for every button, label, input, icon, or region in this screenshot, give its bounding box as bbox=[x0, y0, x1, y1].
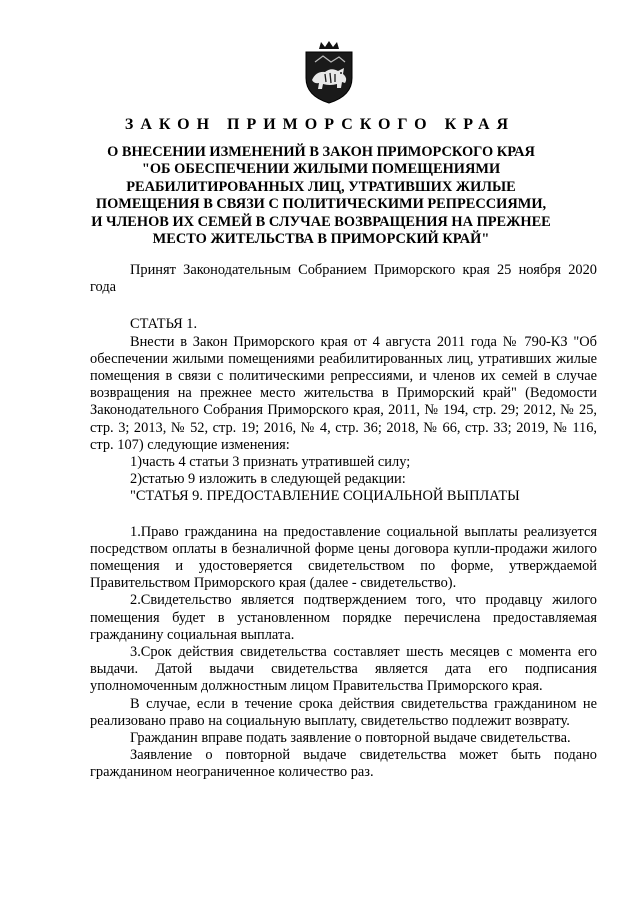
heading-line: РЕАБИЛИТИРОВАННЫХ ЛИЦ, УТРАТИВШИХ ЖИЛЫЕ bbox=[126, 178, 516, 195]
law-title: ЗАКОН ПРИМОРСКОГО КРАЯ bbox=[124, 116, 516, 133]
law-body bbox=[90, 262, 597, 782]
heading-line: ПОМЕЩЕНИЯ В СВЯЗИ С ПОЛИТИЧЕСКИМИ РЕПРЕССИЯМИ, bbox=[95, 196, 547, 213]
coat-of-arms-emblem bbox=[301, 40, 357, 104]
law-heading bbox=[40, 144, 602, 248]
paragraph-1: 1.Право гражданина на предоставление социальной выплаты реализуется посредством оплаты в безналичной форме цены договора купли-продажи жилого помещения и удостоверяется свидетельством по форме, утверждаемой Правительством Приморского края (далее - свидетельство). bbox=[90, 523, 597, 592]
article9-heading: "СТАТЬЯ 9. ПРЕДОСТАВЛЕНИЕ СОЦИАЛЬНОЙ ВЫПЛАТЫ bbox=[130, 488, 520, 505]
change-item-1: 1)часть 4 статьи 3 признать утратившей силу; bbox=[130, 454, 411, 471]
article1-intro: Внести в Закон Приморского края от 4 августа 2011 года № 790-КЗ "Об обеспечении жилыми помещениями реабилитированных лиц, утративших жилые помещения в связи с политическими репрессиями, и членов их семей в случае возвращения на прежнее место жительства в Приморский край" (Ведомости Законодательного Собрания Приморского края, 2011, № 194, стр. 29; 2012, № 25, стр. 3; 2013, № 52, стр. 19; 2016, № 4, стр. 36; 2018, № 66, стр. 33; 2019, № 116, стр. 107) следующие изменения: bbox=[90, 333, 597, 453]
heading-line: МЕСТО ЖИТЕЛЬСТВА В ПРИМОРСКИЙ КРАЙ" bbox=[152, 231, 490, 248]
paragraph-2: 2.Свидетельство является подтверждением того, что продавцу жилого помещения будет в установленном порядке перечислена предоставляемая гражданину социальная выплата. bbox=[90, 592, 597, 643]
paragraph-4: В случае, если в течение срока действия свидетельства гражданином не реализовано право на социальную выплату, свидетельство подлежит возврату. bbox=[90, 695, 597, 729]
change-item-2: 2)статью 9 изложить в следующей редакции: bbox=[130, 471, 406, 488]
heading-line: И ЧЛЕНОВ ИХ СЕМЕЙ В СЛУЧАЕ ВОЗВРАЩЕНИЯ НА ПРЕЖНЕЕ bbox=[91, 213, 551, 230]
article1-heading: СТАТЬЯ 1. bbox=[130, 316, 198, 333]
heading-line: "ОБ ОБЕСПЕЧЕНИИ ЖИЛЫМИ ПОМЕЩЕНИЯМИ bbox=[141, 161, 501, 178]
paragraph-6: Заявление о повторной выдаче свидетельства может быть подано гражданином неограниченное количество раз. bbox=[90, 747, 597, 781]
paragraph-5: Гражданин вправе подать заявление о повторной выдаче свидетельства. bbox=[130, 730, 571, 747]
heading-line: О ВНЕСЕНИИ ИЗМЕНЕНИЙ В ЗАКОН ПРИМОРСКОГО КРАЯ bbox=[107, 144, 535, 160]
adoption-note: Принят Законодательным Собранием Приморского края 25 ноября 2020 года bbox=[90, 262, 597, 296]
paragraph-3: 3.Срок действия свидетельства составляет шесть месяцев с момента его выдачи. Датой выдачи свидетельства является дата его подписания уполномоченным должностным лицом Правительства Приморского края. bbox=[90, 644, 597, 695]
